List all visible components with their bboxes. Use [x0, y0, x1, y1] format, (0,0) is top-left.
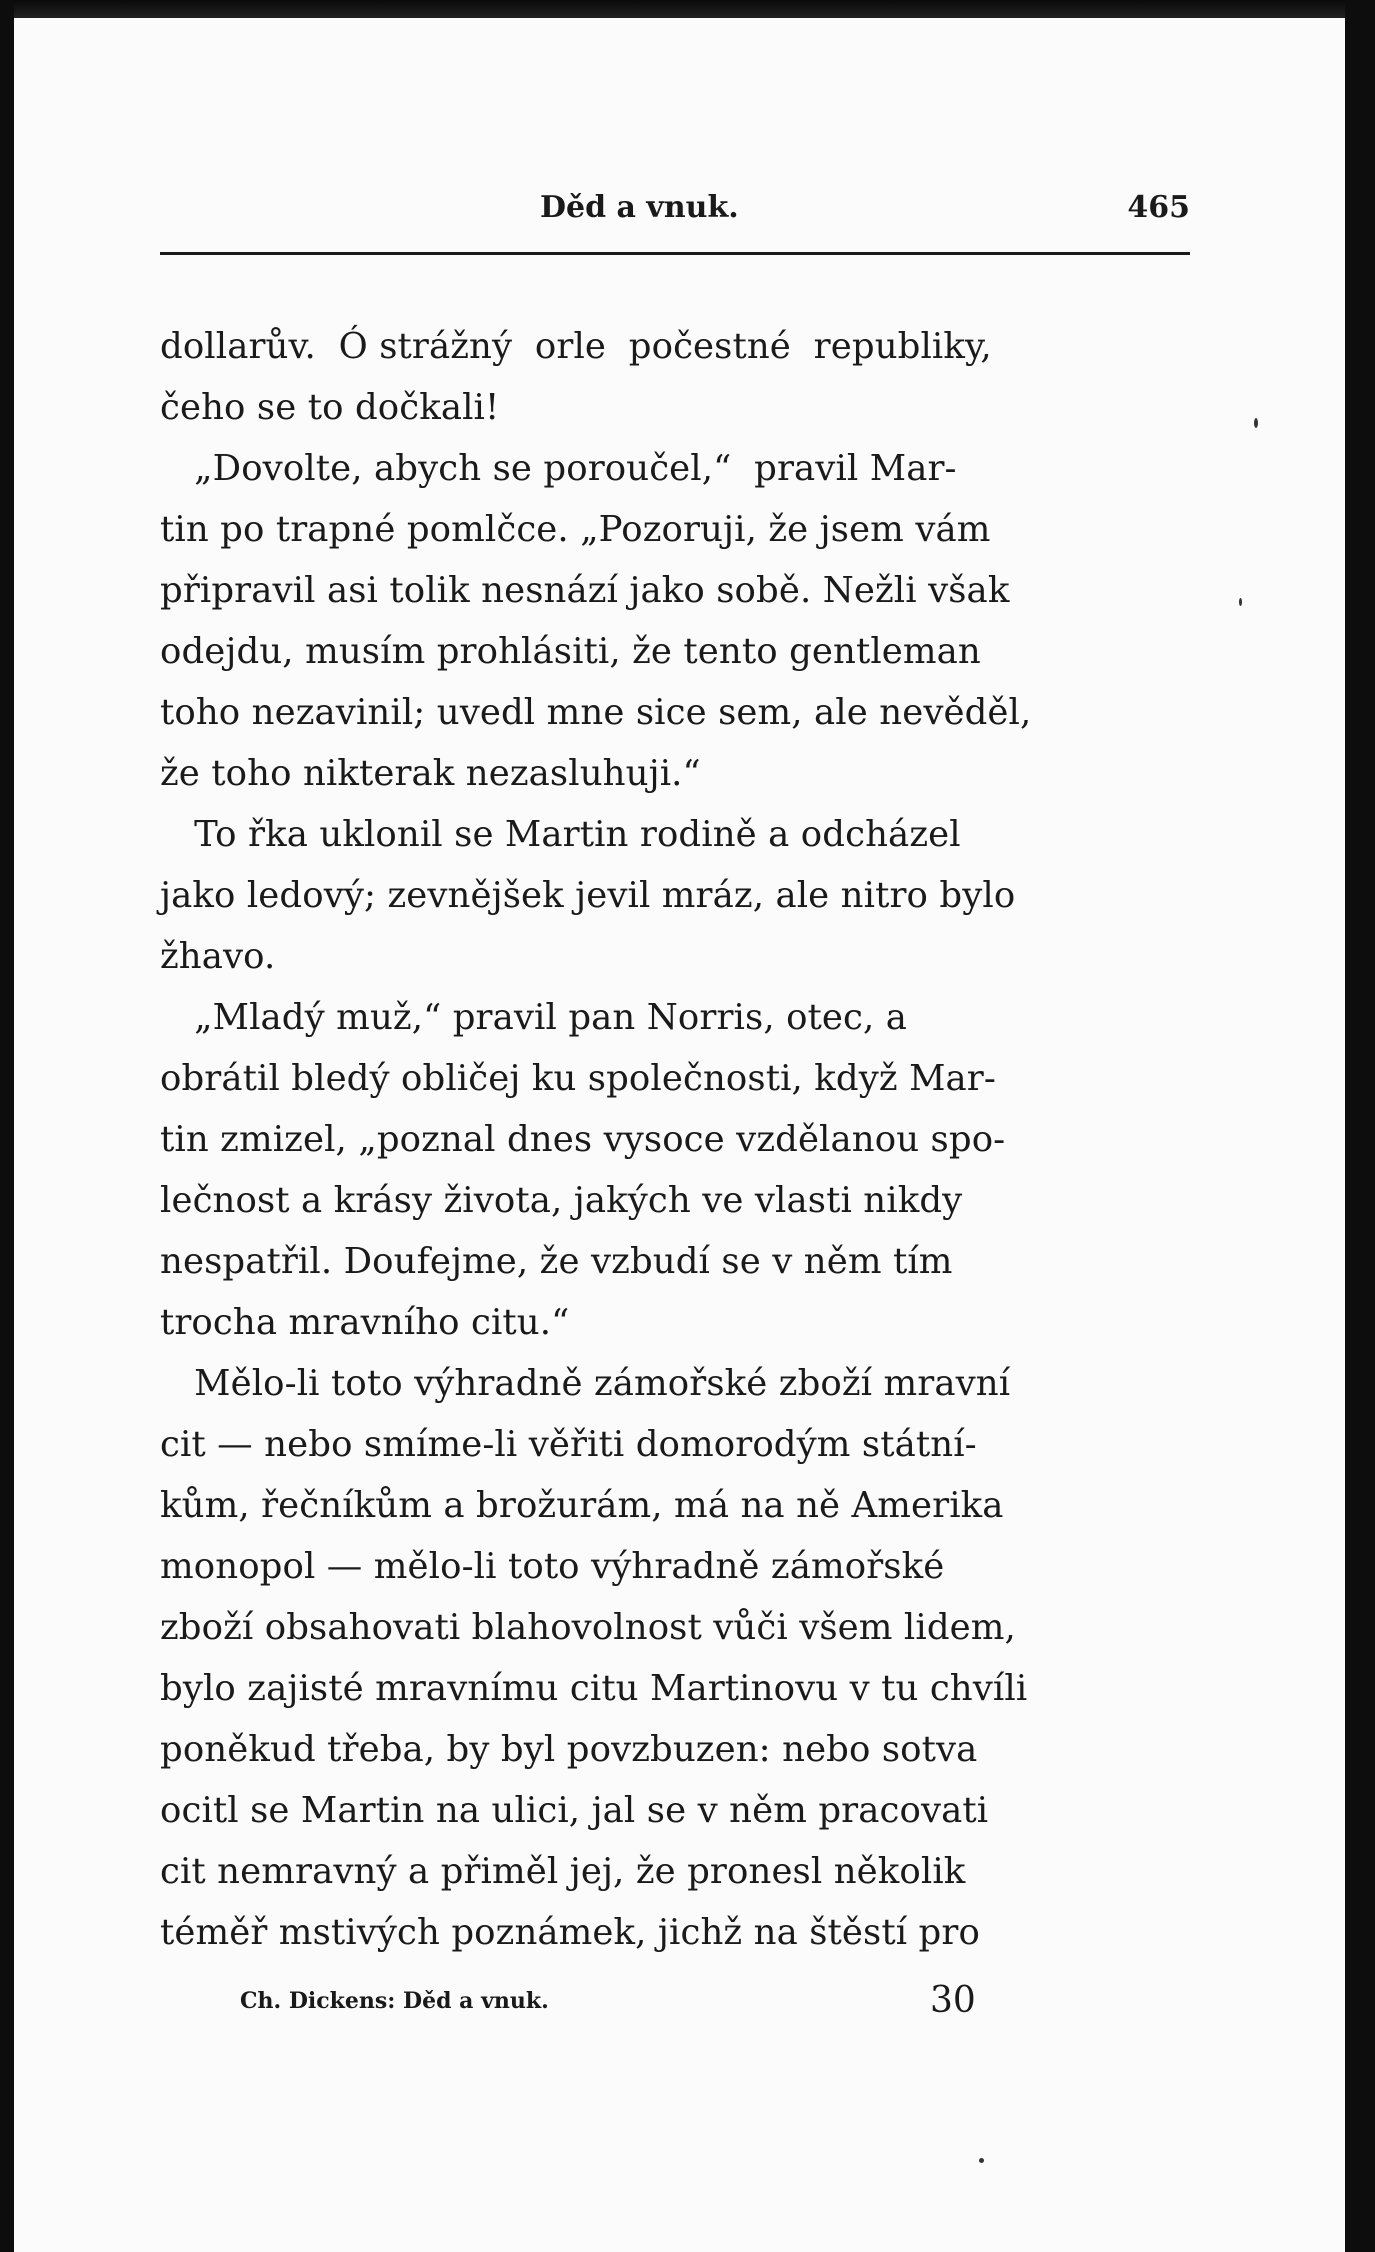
body-text [160, 316, 1160, 1963]
running-title: Děd a vnuk. [540, 190, 739, 225]
paper-speck [979, 2158, 984, 2163]
text-line: odejdu, musím prohlásiti, že tento gentleman [160, 631, 981, 672]
scan-border-top [0, 0, 1375, 18]
scan-border-right [1345, 0, 1375, 2252]
text-line: připravil asi tolik nesnází jako sobě. Nežli však [160, 570, 1010, 611]
page-number: 465 [1127, 190, 1190, 225]
footer [240, 1980, 1000, 2030]
text-line: kům, řečníkům a brožurám, má na ně Amerika [160, 1485, 1004, 1526]
text-line: čeho se to dočkali! [160, 387, 500, 428]
text-line: trocha mravního citu.“ [160, 1302, 570, 1343]
text-line: „Mladý muž,“ pravil pan Norris, otec, a [160, 997, 908, 1038]
text-line: tin po trapné pomlčce. „Pozoruji, že jsem vám [160, 509, 991, 550]
text-line: zboží obsahovati blahovolnost vůči všem lidem, [160, 1607, 1016, 1648]
scan-border-left [0, 0, 14, 2252]
text-line: bylo zajisté mravnímu citu Martinovu v tu chvíli [160, 1668, 1028, 1709]
text-line: „Dovolte, abych se poroučel,“ pravil Mar- [160, 448, 957, 489]
text-line: téměř mstivých poznámek, jichž na štěstí pro [160, 1912, 980, 1953]
text-line: žhavo. [160, 936, 276, 977]
text-line: cit nemravný a přiměl jej, že pronesl několik [160, 1851, 966, 1892]
text-line: To řka uklonil se Martin rodině a odcházel [160, 814, 961, 855]
text-line: jako ledový; zevnějšek jevil mráz, ale nitro bylo [160, 875, 1016, 916]
paper-speck [1239, 598, 1242, 606]
text-line: poněkud třeba, by byl povzbuzen: nebo sotva [160, 1729, 978, 1770]
text-line: monopol — mělo-li toto výhradně zámořské [160, 1546, 945, 1587]
text-line: toho nezavinil; uvedl mne sice sem, ale nevěděl, [160, 692, 1032, 733]
text-line: tin zmizel, „poznal dnes vysoce vzdělanou spo- [160, 1119, 1006, 1160]
text-line: nespatřil. Doufejme, že vzbudí se v něm tím [160, 1241, 953, 1282]
text-line: dollarův. Ó strážný orle počestné republiky, [160, 326, 992, 367]
text-line: cit — nebo smíme-li věřiti domorodým státní- [160, 1424, 977, 1465]
paper-speck [1254, 418, 1258, 428]
text-line: ocitl se Martin na ulici, jal se v něm pracovati [160, 1790, 989, 1831]
footer-title: Ch. Dickens: Děd a vnuk. [240, 1988, 549, 2014]
text-line: Mělo-li toto výhradně zámořské zboží mravní [160, 1363, 1011, 1404]
text-line: lečnost a krásy života, jakých ve vlasti nikdy [160, 1180, 963, 1221]
running-head [160, 190, 1190, 240]
signature-mark: 30 [930, 1980, 976, 2021]
header-rule [160, 252, 1190, 255]
text-line: obrátil bledý obličej ku společnosti, když Mar- [160, 1058, 996, 1099]
text-line: že toho nikterak nezasluhuji.“ [160, 753, 701, 794]
